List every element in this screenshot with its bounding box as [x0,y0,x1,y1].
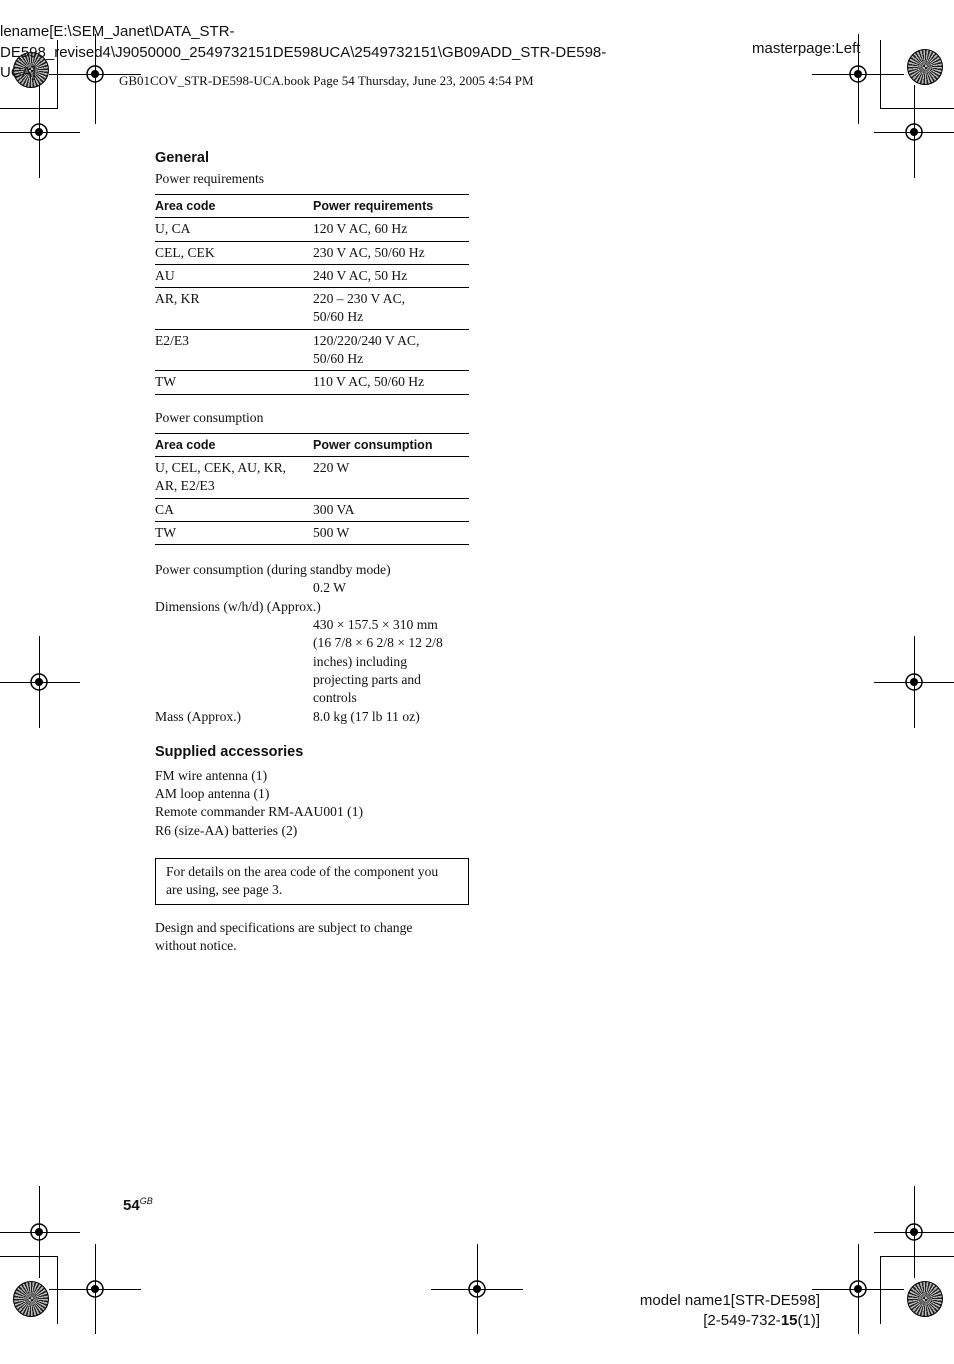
table-cell: CA [155,498,313,521]
table-row [155,371,469,394]
table-cell: CEL, CEK [155,241,313,264]
table-cell: U, CEL, CEK, AU, KR, AR, E2/E3 [155,456,313,498]
registration-target-icon [845,1276,871,1302]
table-row [155,456,469,498]
power-consumption-label: Power consumption [155,409,264,425]
list-item: Remote commander RM-AAU001 (1) [155,804,364,820]
registration-wheel-icon [907,1281,943,1317]
model-code-suffix: (1)] [797,1312,820,1329]
registration-target-icon [26,1219,52,1245]
registration-target-icon [26,669,52,695]
table-row [155,264,469,287]
disclaimer: Design and specifications are subject to change without notice. [155,919,413,953]
dimensions-value: 430 × 157.5 × 310 mm (16 7/8 × 6 2/8 × 12 2/8 inches) including projecting parts and controls [313,617,443,706]
standby-value: 0.2 W [313,580,346,596]
power-requirements-table [155,194,469,394]
standby-label: Power consumption (during standby mode) [155,562,391,578]
list-item: AM loop antenna (1) [155,786,270,802]
table-header: Area code [155,433,313,456]
table-cell: 230 V AC, 50/60 Hz [313,241,469,264]
table-cell: AU [155,264,313,287]
table-cell: TW [155,371,313,394]
table-row [155,288,469,330]
accessories-list [155,767,469,840]
footer-model-info [636,1291,820,1331]
table-header: Power requirements [313,195,469,218]
spec-content [155,148,469,955]
page-number-suffix: GB [139,1196,153,1206]
table-cell: AR, KR [155,288,313,330]
registration-target-icon [26,119,52,145]
accessories-heading: Supplied accessories [155,743,304,760]
table-header: Area code [155,195,313,218]
area-code-note: For details on the area code of the component you are using, see page 3. [155,858,469,905]
table-cell: TW [155,521,313,544]
page-number [123,1196,153,1214]
registration-target-icon [901,669,927,695]
page-number-value: 54 [123,1197,140,1214]
registration-target-icon [901,1219,927,1245]
dimensions-label: Dimensions (w/h/d) (Approx.) [155,598,321,614]
model-name: model name1[STR-DE598] [639,1292,820,1309]
table-cell: 500 W [313,521,469,544]
table-row [155,218,469,241]
table-cell: 120 V AC, 60 Hz [313,218,469,241]
table-cell: 120/220/240 V AC, 50/60 Hz [313,329,469,371]
table-row [155,521,469,544]
table-cell: 110 V AC, 50/60 Hz [313,371,469,394]
power-requirements-label: Power requirements [155,171,265,186]
table-cell: 240 V AC, 50 Hz [313,264,469,287]
masterpage-label: masterpage:Left [752,40,861,57]
registration-wheel-icon [13,1281,49,1317]
model-code [636,1311,820,1331]
table-cell: 220 W [313,456,469,498]
mass-label: Mass (Approx.) [155,708,242,724]
table-row [155,498,469,521]
mass-row [155,708,469,726]
table-cell: U, CA [155,218,313,241]
table-cell: 220 – 230 V AC, 50/60 Hz [313,288,469,330]
registration-target-icon [82,1276,108,1302]
model-code-prefix: [2-549-732- [703,1312,781,1329]
model-code-bold: 15 [780,1312,798,1329]
table-header: Power consumption [313,433,469,456]
power-consumption-table [155,433,469,545]
file-path-metadata: lename[E:\SEM_Janet\DATA_STR- DE598_revised4\J9050000_2549732151DE598UCA\2549732151\GB09ADD_STR-DE598- UCA] [0,23,607,81]
registration-target-icon [845,61,871,87]
table-row [155,329,469,371]
book-info-line: GB01COV_STR-DE598-UCA.book Page 54 Thursday, June 23, 2005 4:54 PM [119,73,534,88]
table-row [155,241,469,264]
table-cell: E2/E3 [155,329,313,371]
registration-target-icon [901,119,927,145]
registration-wheel-icon [907,49,943,85]
table-cell: 300 VA [313,498,469,521]
general-heading: General [155,150,209,166]
list-item: FM wire antenna (1) [155,767,268,783]
list-item: R6 (size-AA) batteries (2) [155,822,298,838]
mass-value: 8.0 kg (17 lb 11 oz) [313,708,420,724]
registration-target-icon [464,1276,490,1302]
